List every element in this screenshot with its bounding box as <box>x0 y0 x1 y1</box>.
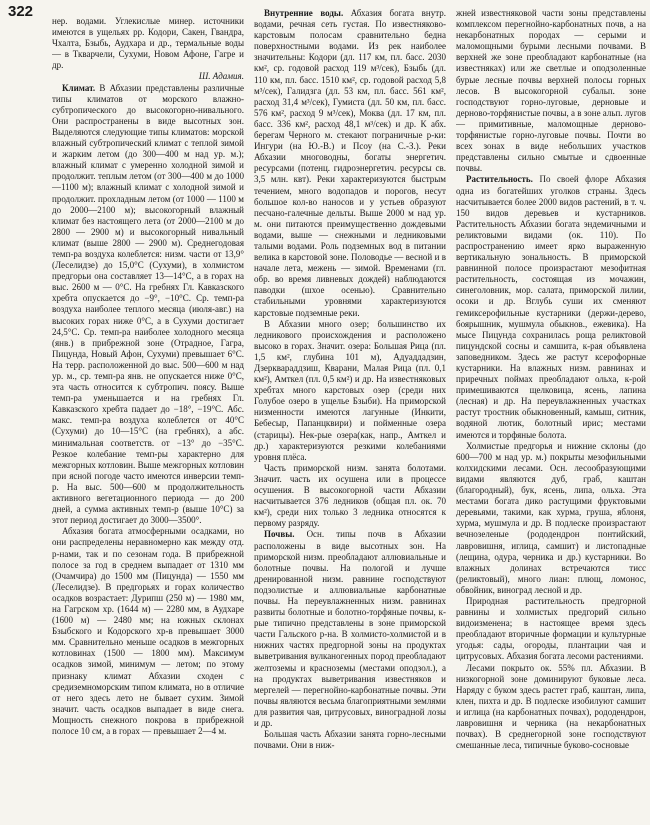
paragraph-mountain-soils: Большая часть Абхазии занята горно-лесными почвами. Они в ниж- <box>254 729 446 751</box>
paragraph-inland-waters <box>254 8 446 319</box>
section-heading-vegetation: Растительность. <box>466 174 533 185</box>
paragraph-lakes: В Абхазии много озер; большинство их ледникового происхождения и расположено высоко в горах. Значит. озера: Большая Рица (пл. 1,5 км², глубина 101 м), Адуаддадзин, Дзерквараддзиш, Кварани, Малая Рица (пл. 0,1 км²), Амткел (пл. 0,5 км²) и др. На известняковых хребтах много карстовых озер (среди них Голубое озеро в ущелье Бзыби). На приморской низменности имеются лагунные (Инкити, Бебесыр, Папанцквири) и пойменные озера (старицы). Нек-рые озера(как, напр., Амткел и др.) характеризуются резкими колебаниями уровня плёса. <box>254 318 446 462</box>
soils-text: Осн. типы почв в Абхазии расположены в виде высотных зон. На приморской низм. преобладают аллювиальные и болотные почвы. На пологой и лучше дренированной низм. равнине господствуют подзолистые и аллювиальные карбонатные почвы. На переувлажненных низм. равнинах развиты болотные и болотно-торфяные почвы, к-рые типично представлены в зоне приморской части Гальского р-на. В холмисто-холмистой и в нижних частях предгорной зоны на продуктах выветривания вулканогенных пород преобладают желтоземы и красноземы (местами оподзол.), а на продуктах выветривания известняков и мергелей — перегнойно-карбонатные почвы. Эти почвы являются весьма благоприятными землями для развития чая, цитрусовых, виноградной лозы и др. <box>254 529 446 728</box>
paragraph-marshes-glaciers: Часть приморской низм. занята болотами. Значит. часть их осушена или в процессе осушения. В высокогорной части Абхазии насчитывается 376 ледников (общая пл. ок. 70 км²), среди них только 3 ледника относятся к первому разряду. <box>254 462 446 529</box>
inland-waters-text: Абхазия богата внутр. водами, речная сеть густая. По известняково-карстовым полосам сравнительно бедна поверхностными водами. Из рек наиболее значительны: Кодори (дл. 117 км, пл. басс. 2030 км², ср. годовой расход 119 м³/сек), Бзыбь (дл. 110 км, пл. басс. 1510 км², ср. годовой расход 5,8 м³/сек), Галидзга (дл. 53 км, пл. басс. 561 км², расход 31,4 м³/сек), Гумиста (дл. 50 км, пл. басс. 576 км², расход 9 м³/сек), Моква (дл. 17 км, пл. басс. 336 км², расход 48,1 м³/сек) и др. К абх. берегам Черного м. стекают пограничные р-ки: Ингури (на Ю.-В.) и Псоу (на С.-З.). Реки Абхазии многоводны, богаты энергетич. ресурсами (потенц. гидроэнергетич. ресурсы св. 3,5 млн. квт). Реки характеризуются быстрым течением, много водопадов и порогов, несут большое кол-во наносов и у устьев образуют песчано-галечные дельты. Выше 2000 м над ур. м. они питаются преимущественно дождевыми водами, выше — снежными и ледниковыми талыми водами. Роль подземных вод в питании велика в карстовой зоне. Половодье — весной и в начале лета, межень — зимой. Временами (гл. обр. во время ливневых дождей) наблюдаются паводки (шхое осенью). Сравнительно стабильными уровнями характеризуются карстовые подземные реки. <box>254 8 446 318</box>
author-signature: Ш. Адамия. <box>198 71 244 82</box>
paragraph-soils-continued: жней известняковой части зоны представлены комплексом перегнойно-карбонатных почв, а на некарбонатных породах — серыми и маломощными бурыми лесными почвами. В верхней же зоне преобладают карбонатные (на известняках) или же светлые и оподзоленные бурые лесные почвы верхней полосы горных лесов. В высокогорной субальп. зоне господствуют горно-луговые, дерновые и дерново-торфянистые почвы, а в зоне альп. лугов — примитивные, маломощные дерново-торфянистые горно-луговые почвы. Почти во всех зонах в виде небольших участков представлены сильно смытые и сдвоенные почвы. <box>456 8 646 174</box>
paragraph-soils <box>254 529 446 729</box>
paragraph-natural-vegetation: Природная растительность предгорной равнины и холмистых предгорий сильно видоизменена; в настоящее время здесь преобладают вторичные формации и культурные угодья: сады, огороды, плантации чая и цитрусовых. Абхазия богата лесоми растениями. <box>456 595 646 662</box>
text-column-1 <box>52 16 244 821</box>
text-column-2 <box>254 8 446 821</box>
paragraph-precipitation: Абхазия богата атмосферными осадками, но они распределены неравномерно как между отд. р-нами, так и по сезонам года. В прибрежной полосе за год в среднем выпадает от 1310 мм (Очамчира) до 1500 мм (Пицунда) — 1550 мм (Леселидзе). В предгорьях и горах количество осадков возрастает: Дурипш (250 м) — 1980 мм, на Гагрском хр. (1644 м) — 2280 мм, в Аудхаре (1600 м) — 2480 мм; на южных склонах Бзыбского и Кодорского хр-в превышает 3000 мм. Сравнительно меньше осадков в межгорных котловинах (1500 — 1800 мм). Максимум осадков зимой, минимум — летом; по этому признаку климат Абхазии сходен с средиземноморским типом климата, но в отличие от него здесь лето не бывает сухим. Зимой значит. часть осадков выпадает в виде снега. Мощность снежного покрова в прибрежной полосе 10 см, а в горах — превышает 2—4 м. <box>52 526 244 736</box>
section-heading-inland-waters: Внутренние воды. <box>264 8 344 18</box>
paragraph-vegetation <box>456 174 646 440</box>
paragraph-foothills: Холмистые предгорья и нижние склоны (до 600—700 м над ур. м.) покрыты мезофильными колхидскими лесами. Осн. лесообразующими видами являются дуб, граб, каштан (благородный), бук, ясень, липа, ольха. Эта местами богата дико растущими фруктовыми деревьями, такими, как хурма, груша, яблоня, хурма, мушмула и др. В подлеске произрастают вечнозеленые (рододендрон понтийский, лавровишня, иглица, самшит) и листопадные (лещина, одура, черника и др.) кустарники. Во влажных долинах встречаются тисс (реликтовый), много лиан: плющ, ломонос, обвойник, виноград лесной и др. <box>456 440 646 595</box>
paragraph-climate <box>52 83 244 527</box>
vegetation-text: По своей флоре Абхазия одна из богатейших уголков страны. Здесь насчитывается более 2000 видов растений, в т. ч. 150 видов деревьев и кустарников. Растительность Абхазии богата эндемичными и реликтовыми видами (ок. 110). По распространению имеет ярко выраженную вертикальную зональность. В приморской равнинной полосе произрастают мезофитная растительность, состоящая из мочажин, синеголовник, мор. салата, приморской лилии, осоки и др. Вглубь суши их сменяют гемиксерофильные кустарники (держи-дерево, боярышник, мушмула обыкнов., ежевика). На мысе Пицунда сохранилась роща реликтовой пицундской сосны и самшита, к-рая объявлена заповедником. Здесь же растут ксерофорные кустарники. На влажных низм. равнинах и приречных поймах преобладают ольха, к-рой примешиваются щелковица, ясень, лапина (лесная) и др. На переувлажненных участках растут тростник обыкновенный, камыш, ситник, водяной лютик, болотный ирис; местами имеются и торфяные болота. <box>456 174 646 440</box>
paragraph-forests: Лесами покрыто ок. 55% пл. Абхазии. В низкогорной зоне доминируют буковые леса. Наряду с буком здесь растет граб, каштан, липа, клен, пихта и др. В подлеске изобилуют самшит и иглица (на карбонатных почвах), рододендрон, лавровишня и черника (на некарбонатных почвах). В среднегорной зоне господствуют смешанные леса, типичные буково-сосновые <box>456 662 646 751</box>
climate-text: В Абхазии представлены различные типы климатов от морского влажно-субтропического до высокогорно-нивального. Они распространены в виде высотных зон. Выделяются следующие типы климатов: морской влажный субтропический климат с теплой зимой и жарким летом (до 300—400 м над ур. м.); влажный климат с умеренно холодной зимой и продолжит. теплым летом (от 300—400 м до 1000—1100 м); влажный климат с холодной зимой и продолжит. прохладным летом (от 1000 — 1100 м до 2000—2100 м); высокогорный влажный климат без настоящего лета (от 2000—2100 м до 2800 — 2900 м) и высокогорный нивальный климат (выше 2800 — 2900 м). Среднегодовая темп-ра воздуха колеблется: низм. части от 13,9° (Леселидзе) до 15,0°С (Сухуми), в холмистом предгорьи она составляет 13—14°С, а в горах на выс. 2600 м — 0°С. На гребнях Гл. Кавказского хребта опускается до −9°, −10°С. Ср. темп-ра воздуха наиболее теплого месяца (июля-авг.) на высоких горах ниже 0°С, а в Сухуми достигает 24,5°С. Ср. темп-ра наиболее холодного месяца (янв.) в прибрежной зоне (Отрадное, Гагра, Пицунда, Новый Афон, Сухуми) превышает 6°С. На терр. расположенной до выс. 500—600 м над ур. м., ср. темп-ра янв. не опускается ниже 0°С, эта часть относится к субтропич. поясу. Выше темп-ра уменьшается и на гребнях Гл. Кавказского хребта падает до −18°, −19°С. Абс. макс. темп-ра воздуха колеблется от 40°С (Сухуми) до 10—15°С (на гребнях), а абс. минимальная соответств. от −13° до −35°С. Резкое колебание темп-ры характерно для межгорных котловин. Выше межгорных котловин при ясной погоде часто имеются инверсии темп-р. На выс. 500—600 м продолжительность активного вегетационного периода — до 200 дней, а сумма активных темп-р (выше 10°С) за этот период достигает до 3000—3500°. <box>52 82 244 526</box>
page-number: 322 <box>8 3 34 20</box>
text-column-3 <box>456 8 646 821</box>
section-heading-soils: Почвы. <box>264 529 295 540</box>
section-heading-climate: Климат. <box>62 82 96 93</box>
paragraph-mineral-waters: нер. водами. Углекислые минер. источники имеются в ущельях рр. Кодори, Сакен, Гвандра, Чхалта, Бзыбь, Аудхара и др., термальные воды — в Ткварчели, Сухуми, Новом Афоне, Гагре и др. <box>52 16 244 71</box>
